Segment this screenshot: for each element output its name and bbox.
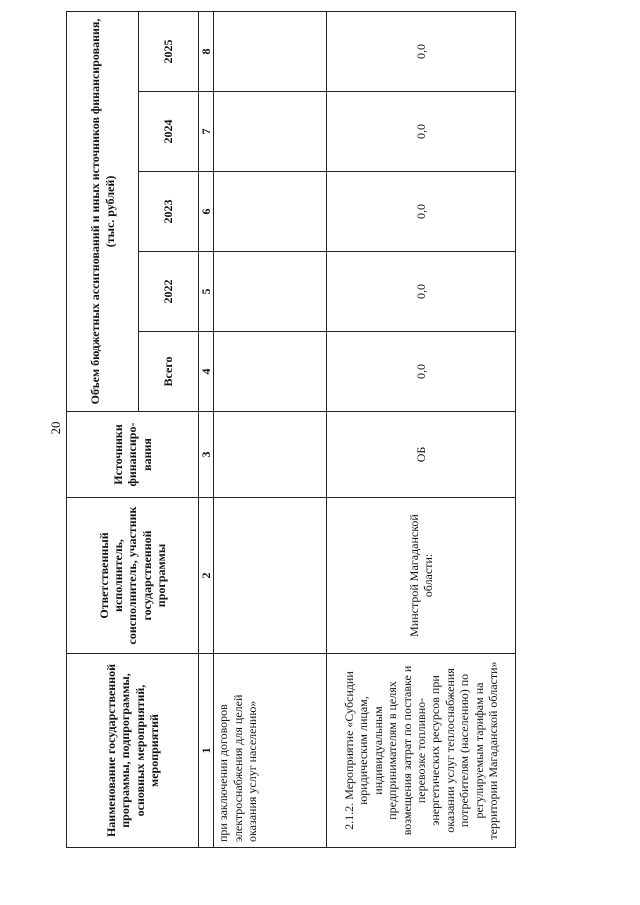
- row-source: ОБ: [327, 412, 516, 498]
- row-2023: 0,0: [327, 172, 516, 252]
- header-name: Наименование государственной программы, подпрограммы, основных мероприятий, мероприятий: [67, 654, 199, 848]
- header-volume: Объем бюджетных ассигнований и иных источников финансирования, (тыс. рублей): [67, 11, 139, 411]
- row-2024: [214, 92, 327, 172]
- row-2024: 0,0: [327, 92, 516, 172]
- budget-allocation-table: [66, 11, 516, 848]
- column-number: 2: [199, 498, 214, 654]
- header-total: Всего: [139, 332, 199, 412]
- row-executor: [214, 498, 327, 654]
- column-number: 5: [199, 252, 214, 332]
- column-number: 6: [199, 172, 214, 252]
- row-source: [214, 412, 327, 498]
- column-number: 7: [199, 92, 214, 172]
- table-row: [214, 11, 327, 847]
- row-total: [214, 332, 327, 412]
- row-2022: [214, 252, 327, 332]
- column-number-row: [199, 11, 214, 847]
- row-name: 2.1.2. Мероприятие «Субсидии юридическим лицам, индивидуальным предпринимателям в целях возмещения затрат по поставке и перевозке топливно-энергетических ресурсов при оказании услуг теплоснабжения потребителям (населению) по регулируемым тарифам на территории Магаданской области»: [327, 654, 516, 848]
- column-number: 8: [199, 11, 214, 91]
- header-2023: 2023: [139, 172, 199, 252]
- row-total: 0,0: [327, 332, 516, 412]
- column-number: 1: [199, 654, 214, 848]
- table-row: [327, 11, 516, 847]
- header-source: Источники финансиро-вания: [67, 412, 199, 498]
- header-2024: 2024: [139, 92, 199, 172]
- row-executor: Минстрой Магаданской области:: [327, 498, 516, 654]
- row-name: при заключении договоров электроснабжения для целей оказания услуг населению»: [214, 654, 327, 848]
- row-2025: [214, 11, 327, 91]
- column-number: 3: [199, 412, 214, 498]
- header-row-main: [67, 11, 139, 847]
- row-2023: [214, 172, 327, 252]
- page-number: 20: [48, 421, 63, 435]
- row-2025: 0,0: [327, 11, 516, 91]
- row-2022: 0,0: [327, 252, 516, 332]
- rotated-page-content: [66, 12, 516, 848]
- header-executor: Ответственный исполнитель, соисполнитель, участник государственной программы: [67, 498, 199, 654]
- header-2022: 2022: [139, 252, 199, 332]
- column-number: 4: [199, 332, 214, 412]
- header-2025: 2025: [139, 11, 199, 91]
